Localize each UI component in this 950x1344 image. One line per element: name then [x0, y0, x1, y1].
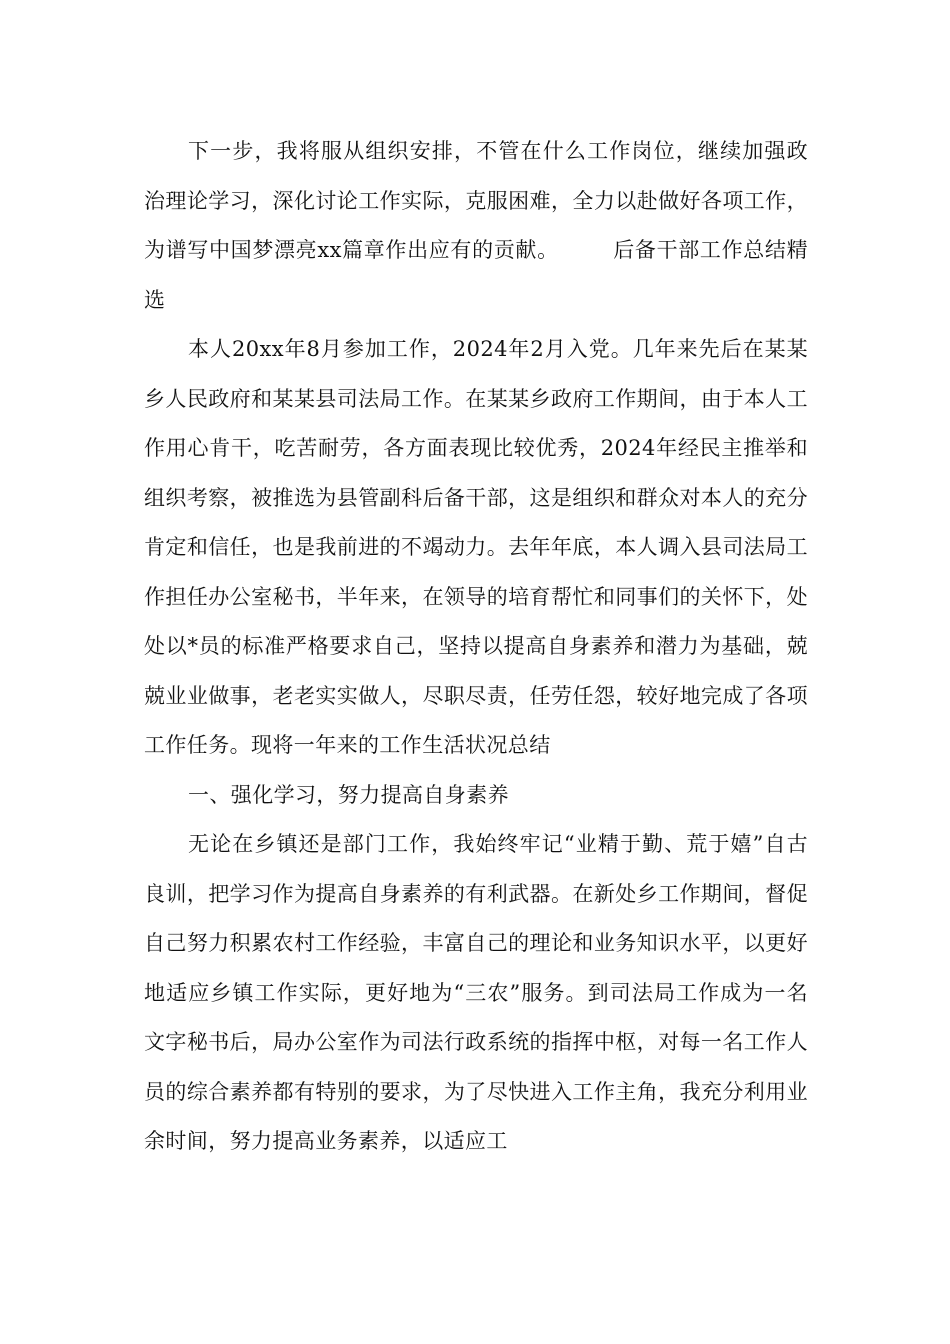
document-body	[144, 127, 808, 1167]
section-heading-study: 一、强化学习，努力提高自身素养	[188, 782, 509, 807]
paragraph-next-step: 下一步，我将服从组织安排，不管在什么工作岗位，继续加强政治理论学习，深化讨论工作实际，克服困难，全力以赴做好各项工作，为谱写中国梦漂亮xx篇章作出应有的贡献。 后备干部工作总结精选	[144, 139, 808, 312]
paragraph-study: 无论在乡镇还是部门工作，我始终牢记“业精于勤、荒于嬉”自古良训，把学习作为提高自身素养的有利武器。在新处乡工作期间，督促自己努力积累农村工作经验，丰富自己的理论和业务知识水平，以更好地适应乡镇工作实际，更好地为“三农”服务。到司法局工作成为一名文字秘书后，局办公室作为司法行政系统的指挥中枢，对每一名工作人员的综合素养都有特别的要求，为了尽快进入工作主角，我充分利用业余时间，努力提高业务素养，以适应工	[144, 832, 808, 1153]
paragraph-personal-intro: 本人20xx年8月参加工作，2024年2月入党。几年来先后在某某乡人民政府和某某县司法局工作。在某某乡政府工作期间，由于本人工作用心肯干，吃苦耐劳，各方面表现比较优秀，2024年经民主推举和组织考察，被推选为县管副科后备干部，这是组织和群众对本人的充分肯定和信任，也是我前进的不竭动力。去年年底，本人调入县司法局工作担任办公室秘书，半年来，在领导的培育帮忙和同事们的关怀下，处处以*员的标准严格要求自己，坚持以提高自身素养和潜力为基础，兢兢业业做事，老老实实做人，尽职尽责，任劳任怨，较好地完成了各项工作任务。现将一年来的工作生活状况总结	[144, 337, 808, 757]
